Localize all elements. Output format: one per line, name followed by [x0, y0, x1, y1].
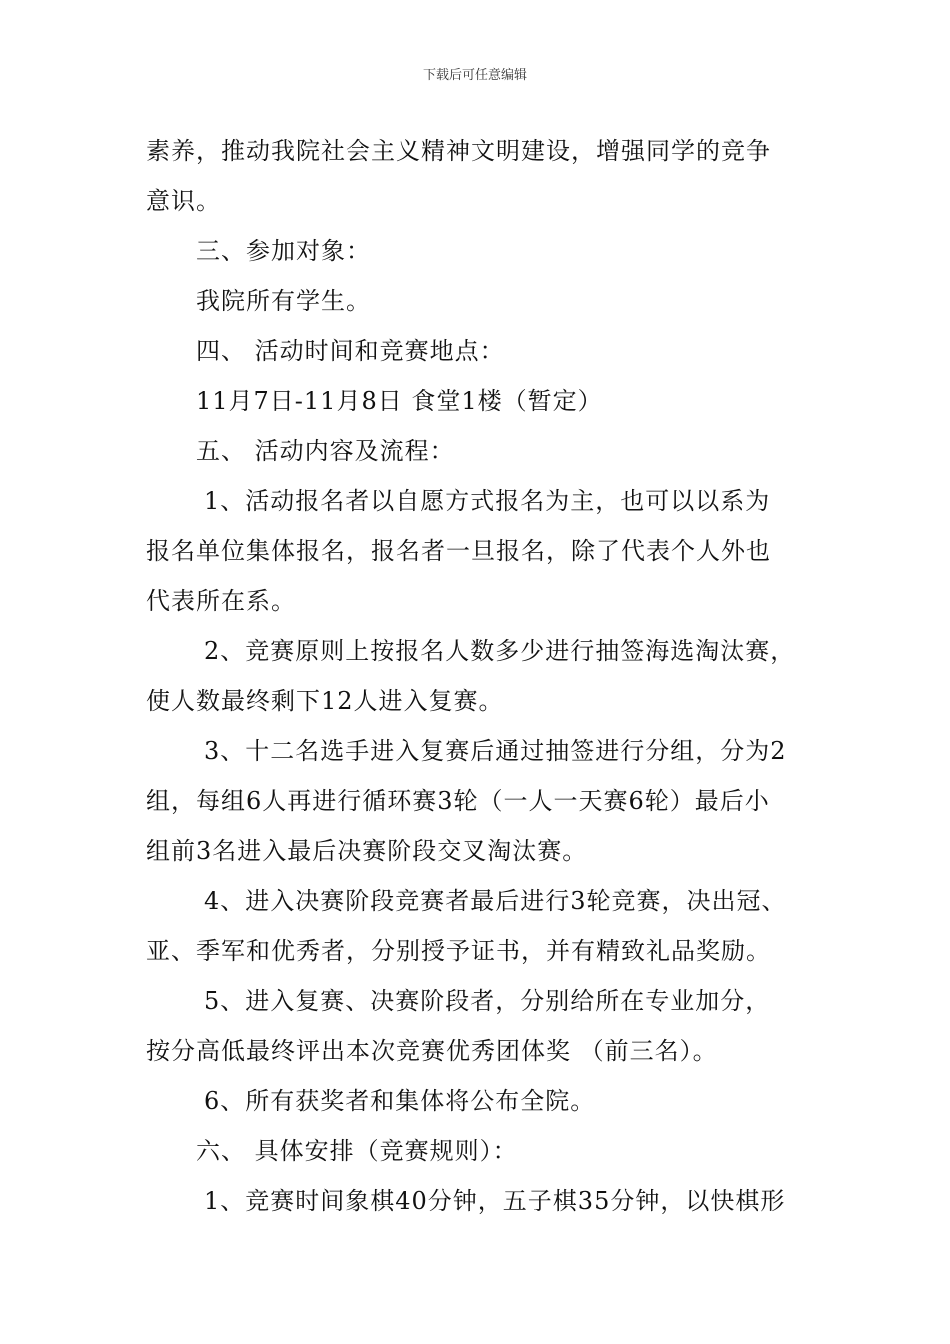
- section-heading: 六、 具体安排（竞赛规则）：: [196, 1137, 518, 1165]
- list-item: 1、竞赛时间象棋40分钟，五子棋35分钟，以快棋形: [204, 1187, 786, 1215]
- list-item: 2、竞赛原则上按报名人数多少进行抽签海选淘汰赛，: [204, 637, 796, 665]
- list-item: 3、十二名选手进入复赛后通过抽签进行分组，分为2: [204, 737, 787, 765]
- paragraph-line: 按分高低最终评出本次竞赛优秀团体奖 （前三名）。: [146, 1037, 718, 1065]
- paragraph-line: 我院所有学生。: [196, 287, 371, 315]
- list-item: 5、进入复赛、决赛阶段者，分别给所在专业加分，: [204, 987, 771, 1015]
- paragraph-line: 报名单位集体报名，报名者一旦报名，除了代表个人外也: [146, 537, 771, 565]
- paragraph-line: 组，每组6人再进行循环赛3轮（一人一天赛6轮）最后小: [146, 787, 770, 815]
- page-header-note: 下载后可任意编辑: [422, 68, 527, 83]
- list-item: 6、所有获奖者和集体将公布全院。: [204, 1087, 596, 1115]
- paragraph-line: 代表所在系。: [146, 587, 296, 615]
- section-heading: 五、 活动内容及流程：: [196, 437, 455, 465]
- list-item: 1、活动报名者以自愿方式报名为主，也可以以系为: [204, 487, 771, 515]
- paragraph-line: 素养，推动我院社会主义精神文明建设，增强同学的竞争: [146, 137, 771, 165]
- section-heading: 四、 活动时间和竞赛地点：: [196, 337, 505, 365]
- paragraph-line: 意识。: [146, 187, 221, 215]
- paragraph-line: 使人数最终剩下12人进入复赛。: [146, 687, 504, 715]
- paragraph-line: 亚、季军和优秀者，分别授予证书，并有精致礼品奖励。: [146, 937, 771, 965]
- list-item: 4、进入决赛阶段竞赛者最后进行3轮竞赛，决出冠、: [204, 887, 787, 915]
- section-heading: 三、参加对象：: [196, 237, 371, 265]
- paragraph-line: 11月7日-11月8日 食堂1楼（暂定）: [196, 387, 603, 415]
- paragraph-line: 组前3名进入最后决赛阶段交叉淘汰赛。: [146, 837, 588, 865]
